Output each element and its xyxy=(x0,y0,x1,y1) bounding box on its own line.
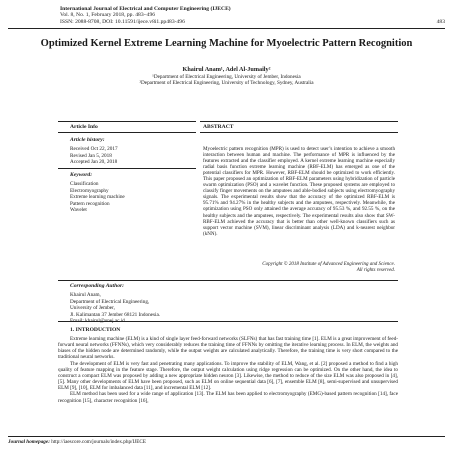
corresponding-email: Email: khairul@unej.ac.id xyxy=(70,318,125,325)
introduction-heading: 1. INTRODUCTION xyxy=(70,327,121,333)
corresponding-line: Khairul Anam, xyxy=(70,292,101,299)
intro-paragraph-2: The development of ELM is very fast and penetrating many applications. To improve the stability of ELM, Wang, et al. [2] proposed a method to find a high quality of feature mapping in the feature stage. Therefore, the output weight calculation using ridge regression can be optimized. On the other hand, the idea to construct a compact ELM was proposed by adding a new appropriate hidden neuron [3]. Likewise, the method to reduce of the size ELM was also proposed in [4], [5]. Many other developments of ELM have been proposed, such as ELM on online sequential data [6], [7], ensemble ELM [8], semi-supervised and unsupervised ELM [9], [10], ELM for imbalanced data [11], and incremental ELM [12]. xyxy=(58,360,398,392)
article-info-mid-rule xyxy=(58,132,196,133)
copyright-line-2: All rights reserved. xyxy=(356,268,395,273)
corresponding-heading: Corresponding Author: xyxy=(70,283,125,289)
corresponding-top-rule xyxy=(58,280,398,281)
corresponding-line: Jl. Kalimantan 37 Jember 68121 Indonesia. xyxy=(70,311,161,318)
footer-label: Journal homepage: xyxy=(8,439,50,445)
article-history xyxy=(70,137,190,166)
keyword-heading: Keyword: xyxy=(70,172,93,178)
keyword-item: Electromyography xyxy=(70,187,109,194)
paper-authors: Khairul Anam¹, Adel Al-Jumaily² xyxy=(182,66,271,73)
article-info-top-rule xyxy=(58,121,196,122)
journal-header xyxy=(60,6,400,25)
journal-volume: Vol. 8, No. 1, February 2018, pp. 483~496 xyxy=(60,12,156,19)
intro-paragraph-3: ELM method has been used for a wide range of application [13]. The ELM has been applied to electromyography (EMG)-based pattern recognition [14], face recognition [15], character recognition [16], xyxy=(58,391,398,404)
revised-date: Revised Jan 5, 2018 xyxy=(70,152,112,159)
intro-paragraph-1: Extreme learning machine (ELM) is a kind of single layer feed-forward networks (SLFNs) that has fast training time [1]. ELM is a great improvement of feed-forward neural networks (FFNNs), which very considerably reduces the training time of FFNNs by omitting the iterative learning process. In ELM, the weights and biases of the hidden node are determined randomly, while the output weights are calculated analytically. Therefore, the training time is very short compared to the traditional neural networks. xyxy=(58,336,398,361)
corresponding-bottom-rule xyxy=(58,321,398,322)
corresponding-line: University of Jember, xyxy=(70,305,115,312)
affiliation-2: ²Department of Electrical Engineering, University of Technology, Sydney, Australia xyxy=(139,80,314,87)
keywords-block xyxy=(70,172,190,213)
copyright-notice xyxy=(203,262,395,274)
affiliations xyxy=(30,74,423,86)
journal-homepage-link[interactable]: http://iaescore.com/journals/index.php/IJECE xyxy=(51,439,147,445)
journal-footer xyxy=(8,436,445,445)
keyword-item: Pattern recognition xyxy=(70,200,110,207)
abstract-heading: ABSTRACT xyxy=(203,124,234,130)
article-info-heading: Article Info xyxy=(70,124,98,130)
page-number: 483 xyxy=(436,19,445,25)
keyword-item: Wavelet xyxy=(70,207,87,214)
keyword-item: Classification xyxy=(70,181,99,188)
accepted-date: Accepted Jan 20, 2018 xyxy=(70,159,118,166)
keyword-item: Extreme learning machine xyxy=(70,194,125,201)
history-heading: Article history: xyxy=(70,137,105,143)
journal-issn: ISSN: 2088-8708, DOI: 10.11591/ijece.v8i1.pp483-496 xyxy=(60,18,185,25)
corresponding-line: Department of Electrical Engineering, xyxy=(70,298,150,305)
journal-name: International Journal of Electrical and Computer Engineering (IJECE) xyxy=(60,6,231,12)
received-date: Received Oct 22, 2017 xyxy=(70,146,118,153)
abstract-mid-rule xyxy=(200,132,398,133)
affiliation-1: ¹Department of Electrical Engineering, University of Jember, Indonesia xyxy=(152,74,301,80)
header-divider xyxy=(8,28,445,29)
abstract-top-rule xyxy=(200,121,398,122)
introduction-body xyxy=(58,336,398,404)
corresponding-author xyxy=(70,283,270,324)
keyword-rule xyxy=(58,168,196,169)
abstract-text: Myoelectric pattern recognition (MPR) is used to detect user’s intention to achieve a smooth interaction between human and machine. The performance of MPR is influenced by the features extracted and the classifier employed. A kernel extreme learning machine especially radial basis function extreme learning machine (RBF-ELM) has emerged as one of the potential classifiers for MPR. However, RBF-ELM should be optimized to work efficiently. This paper proposed an optimization of RBF-ELM parameters using hybridization of particle swarm optimization (PSO) and a wavelet function. These proposed systems are employed to classify finger movements on the amputees and able-bodied subjects using electromyography signals. The experimental results show that the accuracy of the optimized RBF-ELM is 95.71% and 94.27% in the healthy subjects and the amputees, respectively. Meanwhile, the optimization using PSO only attained the average accuracy of 95.53 %, and 92.55 %, on the healthy subjects and the amputees, respectively. The experimental results also show that SW-RBF-ELM achieved the accuracy that is better than other well-known classifiers such as support vector machine (SVM), linear discriminant analysis (LDA) and k-nearest neighbor (kNN). xyxy=(203,146,395,237)
paper-title: Optimized Kernel Extreme Learning Machine for Myoelectric Pattern Recognition xyxy=(40,38,413,49)
copyright-line-1: Copyright © 2018 Institute of Advanced Engineering and Science. xyxy=(262,262,395,267)
